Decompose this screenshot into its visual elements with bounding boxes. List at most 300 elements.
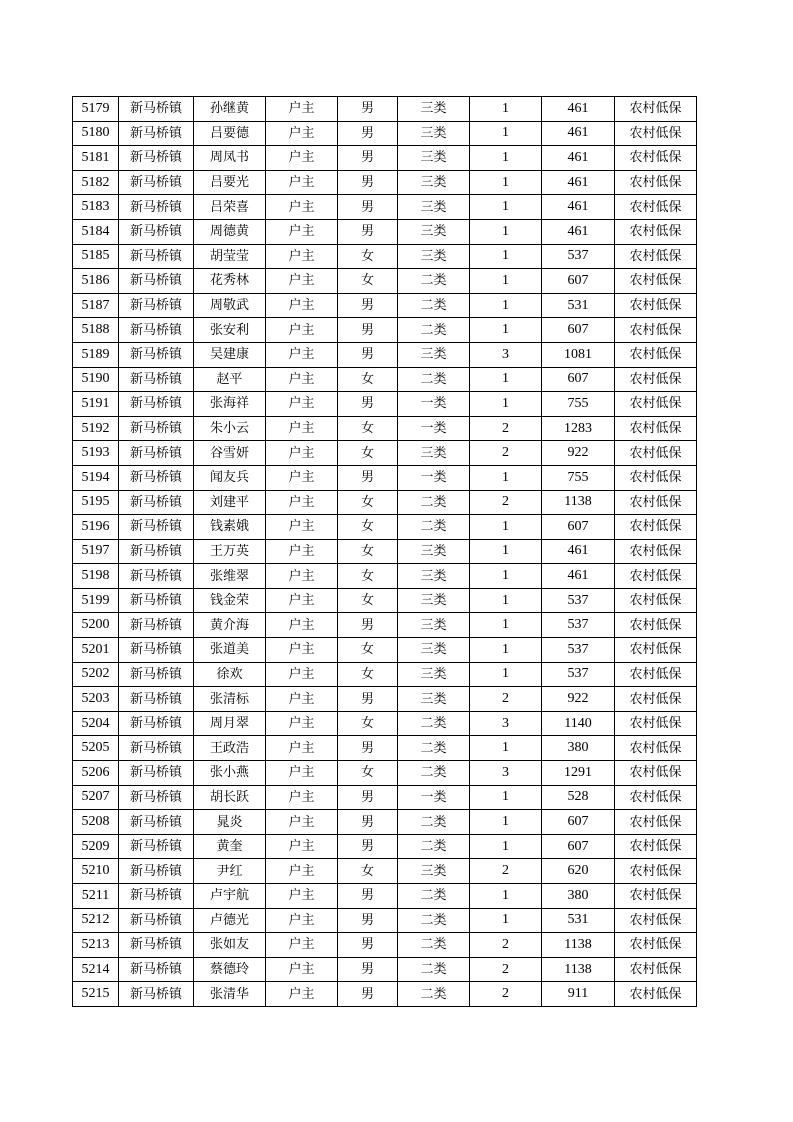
amount-cell: 922 — [542, 441, 615, 466]
category-cell: 二类 — [398, 933, 470, 958]
table-row — [73, 318, 697, 343]
township-cell: 新马桥镇 — [119, 195, 194, 220]
amount-cell: 607 — [542, 515, 615, 540]
table-row — [73, 342, 697, 367]
name-cell: 王政浩 — [194, 736, 266, 761]
relation-cell: 户主 — [266, 933, 338, 958]
table-row — [73, 613, 697, 638]
table-row — [73, 957, 697, 982]
relation-cell: 户主 — [266, 367, 338, 392]
gender-cell: 男 — [338, 613, 398, 638]
relation-cell: 户主 — [266, 97, 338, 122]
amount-cell: 922 — [542, 687, 615, 712]
table-row — [73, 146, 697, 171]
serial-cell: 5207 — [73, 785, 119, 810]
amount-cell: 461 — [542, 539, 615, 564]
serial-cell: 5185 — [73, 244, 119, 269]
gender-cell: 男 — [338, 785, 398, 810]
serial-cell: 5188 — [73, 318, 119, 343]
relation-cell: 户主 — [266, 539, 338, 564]
amount-cell: 461 — [542, 146, 615, 171]
name-cell: 刘建平 — [194, 490, 266, 515]
relation-cell: 户主 — [266, 711, 338, 736]
amount-cell: 531 — [542, 293, 615, 318]
program-cell: 农村低保 — [615, 465, 697, 490]
gender-cell: 女 — [338, 269, 398, 294]
serial-cell: 5193 — [73, 441, 119, 466]
program-cell: 农村低保 — [615, 736, 697, 761]
serial-cell: 5186 — [73, 269, 119, 294]
serial-cell: 5194 — [73, 465, 119, 490]
name-cell: 张维翠 — [194, 564, 266, 589]
program-cell: 农村低保 — [615, 687, 697, 712]
household-size-cell: 1 — [470, 392, 542, 417]
household-size-cell: 1 — [470, 146, 542, 171]
table-row — [73, 97, 697, 122]
relation-cell: 户主 — [266, 342, 338, 367]
relation-cell: 户主 — [266, 121, 338, 146]
program-cell: 农村低保 — [615, 244, 697, 269]
serial-cell: 5190 — [73, 367, 119, 392]
household-size-cell: 1 — [470, 662, 542, 687]
relation-cell: 户主 — [266, 269, 338, 294]
name-cell: 张小燕 — [194, 761, 266, 786]
relation-cell: 户主 — [266, 564, 338, 589]
household-size-cell: 1 — [470, 121, 542, 146]
gender-cell: 男 — [338, 293, 398, 318]
amount-cell: 1291 — [542, 761, 615, 786]
table-row — [73, 170, 697, 195]
program-cell: 农村低保 — [615, 121, 697, 146]
program-cell: 农村低保 — [615, 293, 697, 318]
amount-cell: 537 — [542, 588, 615, 613]
household-size-cell: 1 — [470, 465, 542, 490]
name-cell: 尹红 — [194, 859, 266, 884]
gender-cell: 男 — [338, 908, 398, 933]
program-cell: 农村低保 — [615, 367, 697, 392]
household-size-cell: 1 — [470, 367, 542, 392]
relation-cell: 户主 — [266, 884, 338, 909]
amount-cell: 911 — [542, 982, 615, 1007]
gender-cell: 女 — [338, 441, 398, 466]
gender-cell: 男 — [338, 465, 398, 490]
relation-cell: 户主 — [266, 810, 338, 835]
household-size-cell: 2 — [470, 982, 542, 1007]
serial-cell: 5198 — [73, 564, 119, 589]
serial-cell: 5187 — [73, 293, 119, 318]
category-cell: 二类 — [398, 367, 470, 392]
category-cell: 二类 — [398, 711, 470, 736]
name-cell: 闻友兵 — [194, 465, 266, 490]
gender-cell: 女 — [338, 515, 398, 540]
relation-cell: 户主 — [266, 662, 338, 687]
household-size-cell: 2 — [470, 859, 542, 884]
program-cell: 农村低保 — [615, 515, 697, 540]
category-cell: 二类 — [398, 490, 470, 515]
category-cell: 二类 — [398, 293, 470, 318]
name-cell: 钱素娥 — [194, 515, 266, 540]
household-size-cell: 1 — [470, 638, 542, 663]
household-size-cell: 1 — [470, 219, 542, 244]
table-row — [73, 515, 697, 540]
serial-cell: 5206 — [73, 761, 119, 786]
table-row — [73, 785, 697, 810]
program-cell: 农村低保 — [615, 195, 697, 220]
gender-cell: 男 — [338, 121, 398, 146]
category-cell: 二类 — [398, 834, 470, 859]
category-cell: 三类 — [398, 121, 470, 146]
township-cell: 新马桥镇 — [119, 613, 194, 638]
household-size-cell: 1 — [470, 97, 542, 122]
township-cell: 新马桥镇 — [119, 515, 194, 540]
gender-cell: 男 — [338, 884, 398, 909]
program-cell: 农村低保 — [615, 269, 697, 294]
household-size-cell: 1 — [470, 269, 542, 294]
household-size-cell: 1 — [470, 588, 542, 613]
serial-cell: 5184 — [73, 219, 119, 244]
amount-cell: 461 — [542, 170, 615, 195]
township-cell: 新马桥镇 — [119, 121, 194, 146]
gender-cell: 女 — [338, 564, 398, 589]
name-cell: 王万英 — [194, 539, 266, 564]
category-cell: 三类 — [398, 170, 470, 195]
township-cell: 新马桥镇 — [119, 490, 194, 515]
relation-cell: 户主 — [266, 293, 338, 318]
gender-cell: 男 — [338, 736, 398, 761]
household-size-cell: 1 — [470, 564, 542, 589]
category-cell: 三类 — [398, 539, 470, 564]
category-cell: 二类 — [398, 761, 470, 786]
relation-cell: 户主 — [266, 834, 338, 859]
serial-cell: 5192 — [73, 416, 119, 441]
household-size-cell: 3 — [470, 342, 542, 367]
household-size-cell: 1 — [470, 539, 542, 564]
gender-cell: 女 — [338, 638, 398, 663]
amount-cell: 531 — [542, 908, 615, 933]
amount-cell: 461 — [542, 564, 615, 589]
township-cell: 新马桥镇 — [119, 539, 194, 564]
gender-cell: 男 — [338, 810, 398, 835]
amount-cell: 1140 — [542, 711, 615, 736]
household-size-cell: 1 — [470, 884, 542, 909]
gender-cell: 女 — [338, 367, 398, 392]
township-cell: 新马桥镇 — [119, 908, 194, 933]
township-cell: 新马桥镇 — [119, 97, 194, 122]
table-row — [73, 588, 697, 613]
assistance-roster-table — [72, 96, 697, 1007]
gender-cell: 男 — [338, 219, 398, 244]
relation-cell: 户主 — [266, 638, 338, 663]
table-row — [73, 908, 697, 933]
category-cell: 三类 — [398, 146, 470, 171]
household-size-cell: 2 — [470, 957, 542, 982]
household-size-cell: 1 — [470, 195, 542, 220]
township-cell: 新马桥镇 — [119, 244, 194, 269]
household-size-cell: 1 — [470, 785, 542, 810]
program-cell: 农村低保 — [615, 588, 697, 613]
township-cell: 新马桥镇 — [119, 588, 194, 613]
category-cell: 三类 — [398, 687, 470, 712]
program-cell: 农村低保 — [615, 957, 697, 982]
serial-cell: 5214 — [73, 957, 119, 982]
table-row — [73, 392, 697, 417]
table-row — [73, 711, 697, 736]
category-cell: 三类 — [398, 662, 470, 687]
serial-cell: 5210 — [73, 859, 119, 884]
category-cell: 三类 — [398, 97, 470, 122]
gender-cell: 男 — [338, 195, 398, 220]
serial-cell: 5205 — [73, 736, 119, 761]
roster-body — [73, 97, 697, 1007]
relation-cell: 户主 — [266, 195, 338, 220]
relation-cell: 户主 — [266, 687, 338, 712]
name-cell: 谷雪妍 — [194, 441, 266, 466]
name-cell: 蔡德玲 — [194, 957, 266, 982]
household-size-cell: 1 — [470, 515, 542, 540]
amount-cell: 607 — [542, 269, 615, 294]
household-size-cell: 1 — [470, 908, 542, 933]
table-row — [73, 564, 697, 589]
gender-cell: 男 — [338, 933, 398, 958]
household-size-cell: 1 — [470, 244, 542, 269]
name-cell: 周敬武 — [194, 293, 266, 318]
serial-cell: 5204 — [73, 711, 119, 736]
name-cell: 张清标 — [194, 687, 266, 712]
household-size-cell: 2 — [470, 441, 542, 466]
program-cell: 农村低保 — [615, 859, 697, 884]
serial-cell: 5181 — [73, 146, 119, 171]
table-row — [73, 884, 697, 909]
amount-cell: 607 — [542, 810, 615, 835]
program-cell: 农村低保 — [615, 146, 697, 171]
table-row — [73, 367, 697, 392]
serial-cell: 5202 — [73, 662, 119, 687]
gender-cell: 男 — [338, 97, 398, 122]
serial-cell: 5191 — [73, 392, 119, 417]
township-cell: 新马桥镇 — [119, 441, 194, 466]
category-cell: 二类 — [398, 884, 470, 909]
name-cell: 吕荣喜 — [194, 195, 266, 220]
household-size-cell: 1 — [470, 810, 542, 835]
household-size-cell: 1 — [470, 613, 542, 638]
serial-cell: 5197 — [73, 539, 119, 564]
amount-cell: 1283 — [542, 416, 615, 441]
township-cell: 新马桥镇 — [119, 711, 194, 736]
amount-cell: 1138 — [542, 933, 615, 958]
township-cell: 新马桥镇 — [119, 392, 194, 417]
relation-cell: 户主 — [266, 318, 338, 343]
serial-cell: 5200 — [73, 613, 119, 638]
serial-cell: 5183 — [73, 195, 119, 220]
township-cell: 新马桥镇 — [119, 318, 194, 343]
household-size-cell: 1 — [470, 293, 542, 318]
name-cell: 周凤书 — [194, 146, 266, 171]
household-size-cell: 2 — [470, 933, 542, 958]
table-row — [73, 687, 697, 712]
gender-cell: 男 — [338, 957, 398, 982]
program-cell: 农村低保 — [615, 416, 697, 441]
name-cell: 黄介海 — [194, 613, 266, 638]
gender-cell: 男 — [338, 170, 398, 195]
program-cell: 农村低保 — [615, 318, 697, 343]
relation-cell: 户主 — [266, 785, 338, 810]
program-cell: 农村低保 — [615, 785, 697, 810]
serial-cell: 5179 — [73, 97, 119, 122]
amount-cell: 1138 — [542, 957, 615, 982]
serial-cell: 5211 — [73, 884, 119, 909]
serial-cell: 5195 — [73, 490, 119, 515]
amount-cell: 528 — [542, 785, 615, 810]
amount-cell: 755 — [542, 392, 615, 417]
name-cell: 花秀林 — [194, 269, 266, 294]
table-row — [73, 416, 697, 441]
gender-cell: 女 — [338, 244, 398, 269]
relation-cell: 户主 — [266, 219, 338, 244]
category-cell: 二类 — [398, 908, 470, 933]
relation-cell: 户主 — [266, 957, 338, 982]
program-cell: 农村低保 — [615, 834, 697, 859]
serial-cell: 5209 — [73, 834, 119, 859]
relation-cell: 户主 — [266, 244, 338, 269]
relation-cell: 户主 — [266, 588, 338, 613]
table-row — [73, 761, 697, 786]
amount-cell: 1138 — [542, 490, 615, 515]
program-cell: 农村低保 — [615, 662, 697, 687]
household-size-cell: 2 — [470, 416, 542, 441]
township-cell: 新马桥镇 — [119, 465, 194, 490]
program-cell: 农村低保 — [615, 219, 697, 244]
program-cell: 农村低保 — [615, 441, 697, 466]
township-cell: 新马桥镇 — [119, 564, 194, 589]
amount-cell: 461 — [542, 219, 615, 244]
household-size-cell: 3 — [470, 711, 542, 736]
table-row — [73, 121, 697, 146]
gender-cell: 女 — [338, 416, 398, 441]
program-cell: 农村低保 — [615, 342, 697, 367]
table-row — [73, 219, 697, 244]
name-cell: 周月翠 — [194, 711, 266, 736]
amount-cell: 537 — [542, 638, 615, 663]
name-cell: 胡长跃 — [194, 785, 266, 810]
program-cell: 农村低保 — [615, 638, 697, 663]
relation-cell: 户主 — [266, 736, 338, 761]
gender-cell: 男 — [338, 342, 398, 367]
program-cell: 农村低保 — [615, 982, 697, 1007]
name-cell: 张清华 — [194, 982, 266, 1007]
category-cell: 二类 — [398, 318, 470, 343]
household-size-cell: 1 — [470, 834, 542, 859]
relation-cell: 户主 — [266, 416, 338, 441]
category-cell: 二类 — [398, 957, 470, 982]
relation-cell: 户主 — [266, 490, 338, 515]
township-cell: 新马桥镇 — [119, 269, 194, 294]
name-cell: 周德黄 — [194, 219, 266, 244]
table-row — [73, 933, 697, 958]
serial-cell: 5196 — [73, 515, 119, 540]
category-cell: 三类 — [398, 244, 470, 269]
name-cell: 赵平 — [194, 367, 266, 392]
township-cell: 新马桥镇 — [119, 416, 194, 441]
township-cell: 新马桥镇 — [119, 219, 194, 244]
program-cell: 农村低保 — [615, 613, 697, 638]
township-cell: 新马桥镇 — [119, 785, 194, 810]
township-cell: 新马桥镇 — [119, 982, 194, 1007]
household-size-cell: 2 — [470, 687, 542, 712]
township-cell: 新马桥镇 — [119, 761, 194, 786]
name-cell: 张安利 — [194, 318, 266, 343]
category-cell: 二类 — [398, 515, 470, 540]
amount-cell: 755 — [542, 465, 615, 490]
table-row — [73, 293, 697, 318]
relation-cell: 户主 — [266, 859, 338, 884]
relation-cell: 户主 — [266, 465, 338, 490]
name-cell: 孙继黄 — [194, 97, 266, 122]
name-cell: 吕要德 — [194, 121, 266, 146]
serial-cell: 5199 — [73, 588, 119, 613]
table-row — [73, 638, 697, 663]
gender-cell: 女 — [338, 711, 398, 736]
gender-cell: 男 — [338, 687, 398, 712]
gender-cell: 男 — [338, 146, 398, 171]
township-cell: 新马桥镇 — [119, 293, 194, 318]
household-size-cell: 1 — [470, 736, 542, 761]
program-cell: 农村低保 — [615, 810, 697, 835]
category-cell: 三类 — [398, 441, 470, 466]
program-cell: 农村低保 — [615, 97, 697, 122]
table-row — [73, 269, 697, 294]
category-cell: 三类 — [398, 588, 470, 613]
name-cell: 卢德光 — [194, 908, 266, 933]
name-cell: 吕要光 — [194, 170, 266, 195]
table-row — [73, 810, 697, 835]
table-row — [73, 834, 697, 859]
serial-cell: 5213 — [73, 933, 119, 958]
serial-cell: 5208 — [73, 810, 119, 835]
category-cell: 三类 — [398, 195, 470, 220]
table-row — [73, 195, 697, 220]
amount-cell: 537 — [542, 613, 615, 638]
amount-cell: 461 — [542, 97, 615, 122]
name-cell: 徐欢 — [194, 662, 266, 687]
amount-cell: 607 — [542, 367, 615, 392]
name-cell: 张如友 — [194, 933, 266, 958]
program-cell: 农村低保 — [615, 884, 697, 909]
amount-cell: 537 — [542, 244, 615, 269]
gender-cell: 女 — [338, 588, 398, 613]
relation-cell: 户主 — [266, 982, 338, 1007]
serial-cell: 5215 — [73, 982, 119, 1007]
gender-cell: 女 — [338, 490, 398, 515]
name-cell: 张海祥 — [194, 392, 266, 417]
program-cell: 农村低保 — [615, 490, 697, 515]
table-row — [73, 859, 697, 884]
township-cell: 新马桥镇 — [119, 810, 194, 835]
serial-cell: 5189 — [73, 342, 119, 367]
township-cell: 新马桥镇 — [119, 687, 194, 712]
category-cell: 二类 — [398, 269, 470, 294]
township-cell: 新马桥镇 — [119, 146, 194, 171]
program-cell: 农村低保 — [615, 711, 697, 736]
table-row — [73, 736, 697, 761]
township-cell: 新马桥镇 — [119, 933, 194, 958]
relation-cell: 户主 — [266, 146, 338, 171]
category-cell: 二类 — [398, 736, 470, 761]
table-row — [73, 441, 697, 466]
amount-cell: 461 — [542, 121, 615, 146]
name-cell: 卢宇航 — [194, 884, 266, 909]
name-cell: 钱金荣 — [194, 588, 266, 613]
table-row — [73, 982, 697, 1007]
